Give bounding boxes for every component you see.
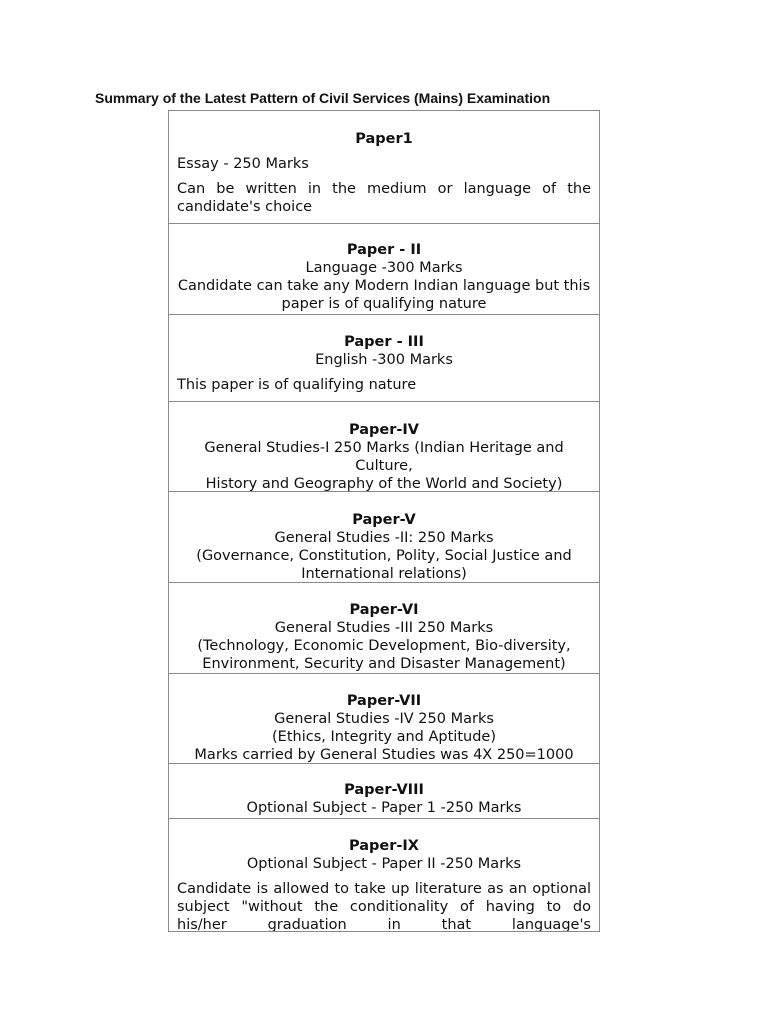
- paper-detail: General Studies -III 250 Marks: [274, 620, 494, 636]
- paper-detail: (Governance, Constitution, Polity, Social Justice and International relations): [196, 548, 572, 582]
- table-row-paper-4: [169, 402, 599, 492]
- paper-detail: General Studies -IV 250 Marks: [274, 711, 494, 727]
- paper-heading: Paper-VII: [346, 693, 422, 709]
- paper-heading: Paper-VIII: [344, 782, 424, 798]
- paper-detail: (Technology, Economic Development, Bio-diversity, Environment, Security and Disaster Management): [197, 638, 571, 672]
- paper-heading: Paper1: [355, 131, 413, 147]
- paper-heading: Paper-V: [352, 512, 416, 528]
- table-row-paper-7: [169, 674, 599, 764]
- exam-pattern-table: [168, 110, 600, 932]
- paper-heading: Paper-IX: [349, 838, 419, 854]
- table-row-paper-5: [169, 492, 599, 583]
- paper-detail: Candidate can take any Modern Indian language but this paper is of qualifying nature: [177, 278, 591, 312]
- paper-heading: Paper - II: [346, 242, 422, 258]
- paper-detail: Language -300 Marks: [305, 260, 463, 276]
- table-row-paper-1: [169, 111, 599, 224]
- paper-detail: English -300 Marks: [315, 352, 453, 368]
- table-row-paper-9: [169, 819, 599, 932]
- paper-detail: Candidate is allowed to take up literature as an optional subject "without the conditionality of having to do his/her graduation in that language's: [177, 881, 591, 932]
- paper-detail: History and Geography of the World and Society): [205, 476, 563, 492]
- table-row-paper-2: [169, 224, 599, 315]
- paper-detail: (Ethics, Integrity and Aptitude): [272, 729, 496, 745]
- paper-detail: General Studies-I 250 Marks (Indian Heritage and Culture,: [204, 440, 564, 474]
- table-row-paper-3: [169, 315, 599, 402]
- paper-detail: Can be written in the medium or language of the candidate's choice: [177, 181, 591, 215]
- paper-heading: Paper-IV: [348, 422, 420, 438]
- paper-detail: General Studies -II: 250 Marks: [274, 530, 494, 546]
- paper-heading: Paper-VI: [349, 602, 419, 618]
- document-title: Summary of the Latest Pattern of Civil Services (Mains) Examination: [95, 90, 551, 106]
- table-row-paper-8: [169, 764, 599, 819]
- paper-heading: Paper - III: [344, 334, 424, 350]
- table-row-paper-6: [169, 583, 599, 674]
- paper-detail: This paper is of qualifying nature: [177, 377, 417, 393]
- paper-detail: Marks carried by General Studies was 4X 250=1000: [194, 747, 574, 763]
- paper-detail: Optional Subject - Paper 1 -250 Marks: [246, 800, 522, 816]
- paper-detail: Essay - 250 Marks: [177, 156, 309, 172]
- paper-detail: Optional Subject - Paper II -250 Marks: [246, 856, 522, 872]
